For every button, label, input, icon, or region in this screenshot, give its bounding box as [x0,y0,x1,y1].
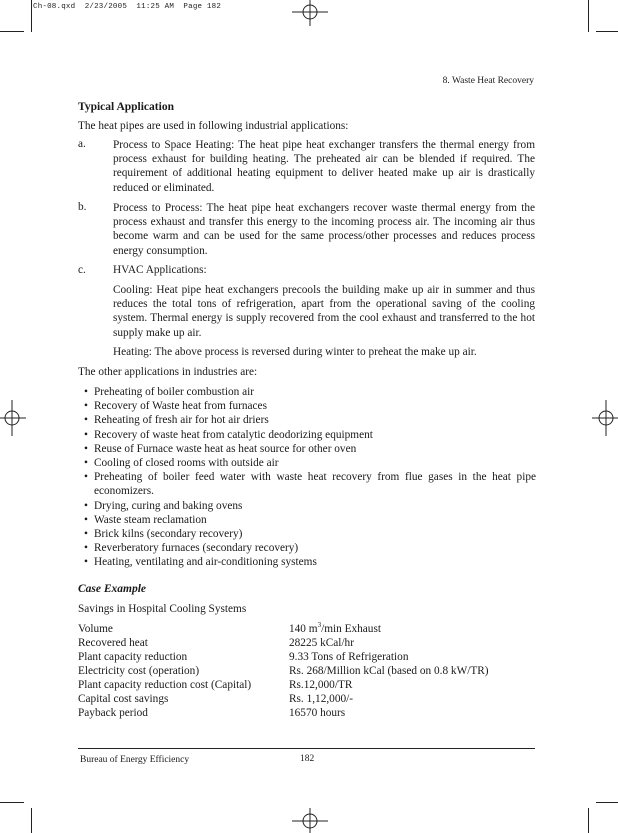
crop-mark-top-left-h [0,31,24,32]
bullet-icon: • [84,556,88,569]
list-item [80,385,536,399]
bullet-icon: • [84,386,88,398]
list-item-text: Preheating of boiler feed water with waste heat recovery from flue gases in the heat pipe economizers. [94,471,536,498]
superscript-exponent: 3 [317,621,322,630]
case-subtitle: Savings in Hospital Cooling Systems [78,603,247,615]
crop-mark-bottom-left-h [0,802,24,803]
item-a-text: Process to Space Heating: The heat pipe heat exchanger transfers the thermal energy from process exhaust for building heating. The preheated air can be blended if required. The requirement of additional heating equipment to deliver heated make up air is drastically reduced or eliminated. [113,139,535,194]
running-head: 8. Waste Heat Recovery [442,76,534,86]
case-row-label: Recovered heat [78,637,148,649]
list-item [80,428,536,442]
case-row-payback-period [78,707,538,721]
crop-mark-top-right-h [596,31,618,32]
case-row-value: 28225 kCal/hr [289,637,354,649]
case-row-label: Electricity cost (operation) [78,665,200,677]
item-c-marker: c. [78,264,86,276]
registration-mark-right [590,398,618,438]
list-item [80,499,536,513]
registration-mark-left [0,398,28,438]
bullet-icon: • [84,428,88,441]
bullet-icon: • [84,528,88,541]
list-item-text: Drying, curing and baking ovens [94,499,243,512]
item-c-cooling: Cooling: Heat pipe heat exchangers precools the building make up air in summer and thus reduces the total tons of refrigeration, apart from the operational saving of the cooling system. Thermal energy is supply recovered from the cool exhaust and transferred to the hot supply make up air. [113,284,535,339]
crop-mark-top-right-v [588,0,589,32]
section-heading-case-example: Case Example [78,583,147,595]
item-b-text: Process to Process: The heat pipe heat exchangers recover waste thermal energy from the process exhaust and transfer this energy to the incoming process air. The incoming air thus become warm and can be used for the same process/other processes and reduces process energy consumption. [113,202,535,257]
case-row-value-unit: /min Exhaust [321,623,381,635]
printer-slug: Ch-08.qxd 2/23/2005 11:25 AM Page 182 [33,3,222,11]
footer-publisher: Bureau of Energy Efficiency [80,755,190,765]
page-number: 182 [300,754,315,764]
bullet-icon: • [84,542,88,555]
item-b-marker: b. [78,201,87,213]
crop-mark-bottom-right-h [596,802,618,803]
case-row-capacity-reduction-cost [78,679,538,693]
registration-mark-top [290,0,330,28]
other-applications-intro: The other applications in industries are: [78,366,258,378]
case-row-label: Payback period [78,707,148,719]
list-item [80,470,536,498]
registration-mark-bottom [290,806,330,833]
list-item [80,456,536,470]
list-item [80,555,536,569]
case-row-plant-capacity-reduction [78,651,538,665]
list-item-text: Waste steam reclamation [94,513,207,526]
bullet-icon: • [84,499,88,512]
crop-mark-top-left-v [31,0,32,32]
item-c-text: HVAC Applications: [113,264,207,276]
footer-rule [78,748,535,749]
bullet-icon: • [84,414,88,427]
case-row-value-main: 140 m [289,623,318,635]
list-item [80,541,536,555]
list-item [80,413,536,427]
list-item-text: Preheating of boiler combustion air [94,386,254,398]
item-c-heating: Heating: The above process is reversed during winter to preheat the make up air. [113,346,477,358]
list-item [80,527,536,541]
other-applications-list [80,385,536,570]
bullet-icon: • [84,400,88,413]
case-row-value: Rs.12,000/TR [289,679,353,691]
crop-mark-bottom-left-v [31,808,32,833]
case-row-value: Rs. 268/Million kCal (based on 0.8 kW/TR) [289,665,489,677]
case-row-electricity-cost [78,665,538,679]
case-row-value [289,623,381,635]
list-item [80,513,536,527]
bullet-icon: • [84,457,88,470]
case-row-value: Rs. 1,12,000/- [289,693,354,705]
case-row-capital-cost-savings [78,693,538,707]
section-heading-typical-application: Typical Application [78,101,174,113]
case-row-label: Capital cost savings [78,693,169,705]
bullet-icon: • [84,513,88,526]
list-item-text: Reheating of fresh air for hot air driers [94,414,269,427]
list-item-text: Recovery of waste heat from catalytic deodorizing equipment [94,428,373,441]
item-a-marker: a. [78,138,86,150]
case-row-recovered-heat [78,637,538,651]
list-item-text: Reverberatory furnaces (secondary recovery) [94,542,299,555]
case-row-label: Plant capacity reduction [78,651,188,663]
crop-mark-bottom-right-v [588,808,589,833]
typical-intro: The heat pipes are used in following industrial applications: [78,120,349,132]
list-item-text: Recovery of Waste heat from furnaces [94,400,267,413]
list-item-text: Heating, ventilating and air-conditioning systems [94,556,317,569]
list-item-text: Reuse of Furnace waste heat as heat source for other oven [94,442,357,455]
case-row-label: Plant capacity reduction cost (Capital) [78,679,252,691]
list-item [80,399,536,413]
list-item [80,442,536,456]
case-row-value: 16570 hours [289,707,346,719]
bullet-icon: • [84,471,88,484]
case-row-value: 9.33 Tons of Refrigeration [289,651,409,663]
case-row-label: Volume [78,623,113,635]
list-item-text: Cooling of closed rooms with outside air [94,457,279,470]
case-row-volume [78,623,538,637]
list-item-text: Brick kilns (secondary recovery) [94,528,243,541]
bullet-icon: • [84,442,88,455]
